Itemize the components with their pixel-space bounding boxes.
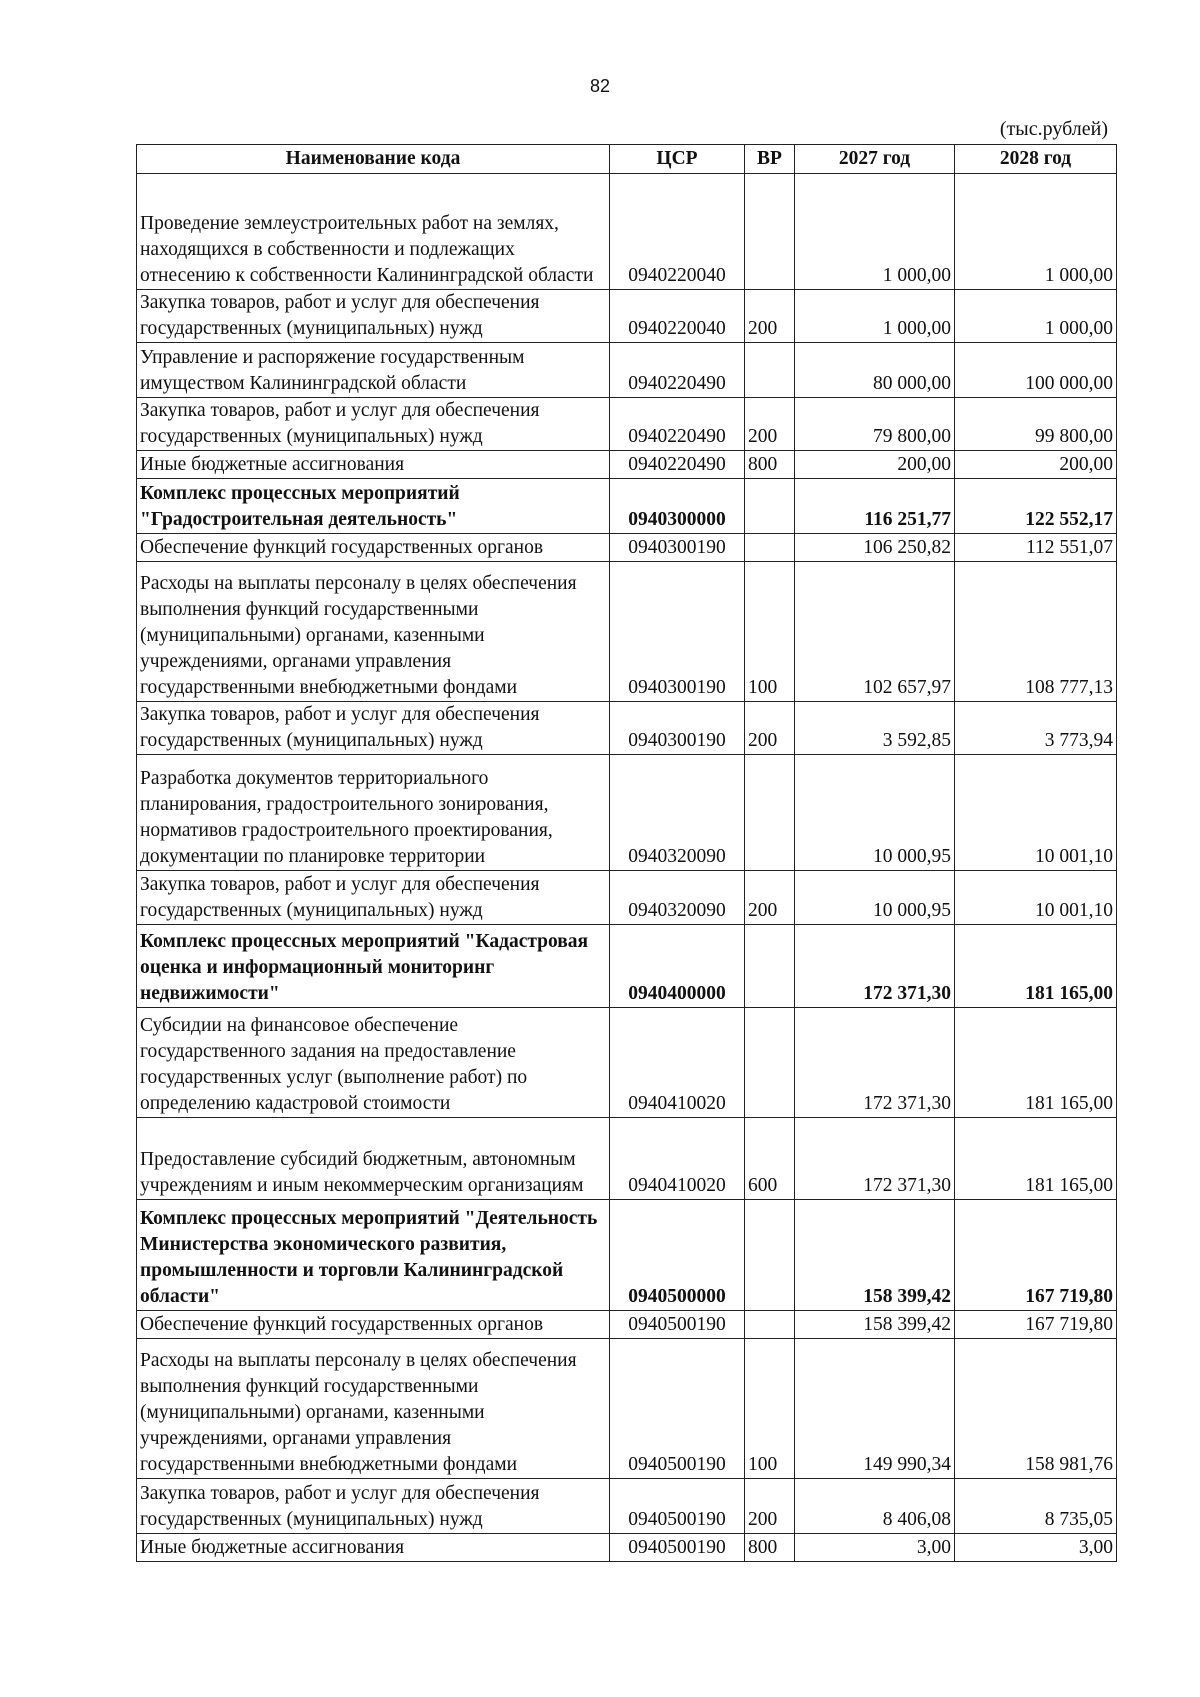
table-row [137,562,1117,702]
row-name: Закупка товаров, работ и услуг для обеспечения государственных (муниципальных) нужд [137,871,610,925]
row-vr [745,1311,795,1339]
row-name: Разработка документов территориального планирования, градостроительного зонирования, нормативов градостроительного проектирования, документации по планировке территории [137,755,610,871]
table-row [137,343,1117,398]
row-name: Проведение землеустроительных работ на землях, находящихся в собственности и подлежащих отнесению к собственности Калининградской области [137,174,610,290]
row-2027: 158 399,42 [795,1311,955,1339]
row-vr: 600 [745,1118,795,1200]
header-2028: 2028 год [955,145,1117,174]
table-row [137,871,1117,925]
row-2028: 112 551,07 [955,534,1117,562]
row-2027: 10 000,95 [795,755,955,871]
row-2028: 158 981,76 [955,1339,1117,1479]
table-row-group [137,1200,1117,1311]
row-2028: 181 165,00 [955,1118,1117,1200]
row-2027: 79 800,00 [795,398,955,451]
row-csr: 0940410020 [610,1118,745,1200]
table-header-row [137,145,1117,174]
row-2028: 3,00 [955,1534,1117,1562]
row-csr: 0940300190 [610,534,745,562]
row-csr: 0940500190 [610,1339,745,1479]
row-2028: 100 000,00 [955,343,1117,398]
row-name: Комплекс процессных мероприятий "Деятельность Министерства экономического развития, промышленности и торговли Калининградской области" [137,1200,610,1311]
row-csr: 0940320090 [610,871,745,925]
row-name: Закупка товаров, работ и услуг для обеспечения государственных (муниципальных) нужд [137,702,610,755]
table-row [137,1479,1117,1534]
row-name: Предоставление субсидий бюджетным, автономным учреждениям и иным некоммерческим организациям [137,1118,610,1200]
row-vr: 100 [745,562,795,702]
row-2028: 3 773,94 [955,702,1117,755]
row-2028: 181 165,00 [955,1008,1117,1118]
row-csr: 0940500190 [610,1534,745,1562]
row-csr: 0940220040 [610,290,745,343]
row-name: Управление и распоряжение государственным имуществом Калининградской области [137,343,610,398]
row-vr [745,1200,795,1311]
row-2028: 99 800,00 [955,398,1117,451]
row-csr: 0940500190 [610,1479,745,1534]
row-csr: 0940500190 [610,1311,745,1339]
row-name: Закупка товаров, работ и услуг для обеспечения государственных (муниципальных) нужд [137,1479,610,1534]
row-vr [745,534,795,562]
row-2028: 1 000,00 [955,290,1117,343]
row-2028: 200,00 [955,451,1117,479]
row-vr [745,755,795,871]
table-row [137,451,1117,479]
row-2027: 102 657,97 [795,562,955,702]
table-row [137,755,1117,871]
row-2027: 1 000,00 [795,290,955,343]
table-row [137,1339,1117,1479]
row-2027: 172 371,30 [795,1008,955,1118]
row-name: Комплекс процессных мероприятий "Градостроительная деятельность" [137,479,610,534]
row-vr [745,343,795,398]
row-name: Обеспечение функций государственных органов [137,1311,610,1339]
table-row [137,1008,1117,1118]
table-row [137,534,1117,562]
table-row [137,1118,1117,1200]
row-csr: 0940400000 [610,925,745,1008]
header-name: Наименование кода [137,145,610,174]
row-vr: 800 [745,1534,795,1562]
row-2027: 116 251,77 [795,479,955,534]
row-2028: 8 735,05 [955,1479,1117,1534]
page-number: 82 [589,76,611,96]
row-csr: 0940300190 [610,702,745,755]
row-2027: 10 000,95 [795,871,955,925]
row-2027: 80 000,00 [795,343,955,398]
row-2027: 158 399,42 [795,1200,955,1311]
row-csr: 0940300190 [610,562,745,702]
row-vr: 200 [745,1479,795,1534]
row-name: Субсидии на финансовое обеспечение государственного задания на предоставление государственных услуг (выполнение работ) по определению кадастровой стоимости [137,1008,610,1118]
table-row-group [137,479,1117,534]
row-name: Иные бюджетные ассигнования [137,1534,610,1562]
table-row [137,290,1117,343]
row-csr: 0940500000 [610,1200,745,1311]
row-vr [745,1008,795,1118]
row-vr: 200 [745,398,795,451]
row-csr: 0940220490 [610,343,745,398]
row-name: Обеспечение функций государственных органов [137,534,610,562]
table-row [137,1311,1117,1339]
row-csr: 0940320090 [610,755,745,871]
table-row [137,174,1117,290]
table-row [137,702,1117,755]
row-csr: 0940220490 [610,398,745,451]
row-2028: 108 777,13 [955,562,1117,702]
units-label: (тыс.рублей) [999,118,1108,140]
budget-table [136,144,1117,1562]
row-2028: 167 719,80 [955,1311,1117,1339]
row-vr [745,925,795,1008]
row-vr: 200 [745,702,795,755]
row-2027: 172 371,30 [795,925,955,1008]
row-name: Закупка товаров, работ и услуг для обеспечения государственных (муниципальных) нужд [137,398,610,451]
header-vr: ВР [745,145,795,174]
row-csr: 0940300000 [610,479,745,534]
row-2027: 200,00 [795,451,955,479]
row-2027: 3 592,85 [795,702,955,755]
row-vr: 200 [745,290,795,343]
row-name: Иные бюджетные ассигнования [137,451,610,479]
row-2028: 10 001,10 [955,871,1117,925]
row-2027: 149 990,34 [795,1339,955,1479]
row-vr [745,174,795,290]
row-2027: 1 000,00 [795,174,955,290]
row-vr: 100 [745,1339,795,1479]
row-csr: 0940220040 [610,174,745,290]
row-2028: 181 165,00 [955,925,1117,1008]
row-2027: 3,00 [795,1534,955,1562]
row-vr [745,479,795,534]
row-vr: 200 [745,871,795,925]
row-name: Комплекс процессных мероприятий "Кадастровая оценка и информационный мониторинг недвижимости" [137,925,610,1008]
row-2027: 172 371,30 [795,1118,955,1200]
row-name: Расходы на выплаты персоналу в целях обеспечения выполнения функций государственными (муниципальными) органами, казенными учреждениями, органами управления государственными внебюджетными фондами [137,1339,610,1479]
row-csr: 0940220490 [610,451,745,479]
row-2027: 106 250,82 [795,534,955,562]
row-2028: 122 552,17 [955,479,1117,534]
row-vr: 800 [745,451,795,479]
row-name: Закупка товаров, работ и услуг для обеспечения государственных (муниципальных) нужд [137,290,610,343]
row-2028: 167 719,80 [955,1200,1117,1311]
table-row [137,398,1117,451]
header-csr: ЦСР [610,145,745,174]
header-2027: 2027 год [795,145,955,174]
row-csr: 0940410020 [610,1008,745,1118]
row-2027: 8 406,08 [795,1479,955,1534]
table-row-group [137,925,1117,1008]
row-2028: 1 000,00 [955,174,1117,290]
row-2028: 10 001,10 [955,755,1117,871]
table-row [137,1534,1117,1562]
row-name: Расходы на выплаты персоналу в целях обеспечения выполнения функций государственными (муниципальными) органами, казенными учреждениями, органами управления государственными внебюджетными фондами [137,562,610,702]
